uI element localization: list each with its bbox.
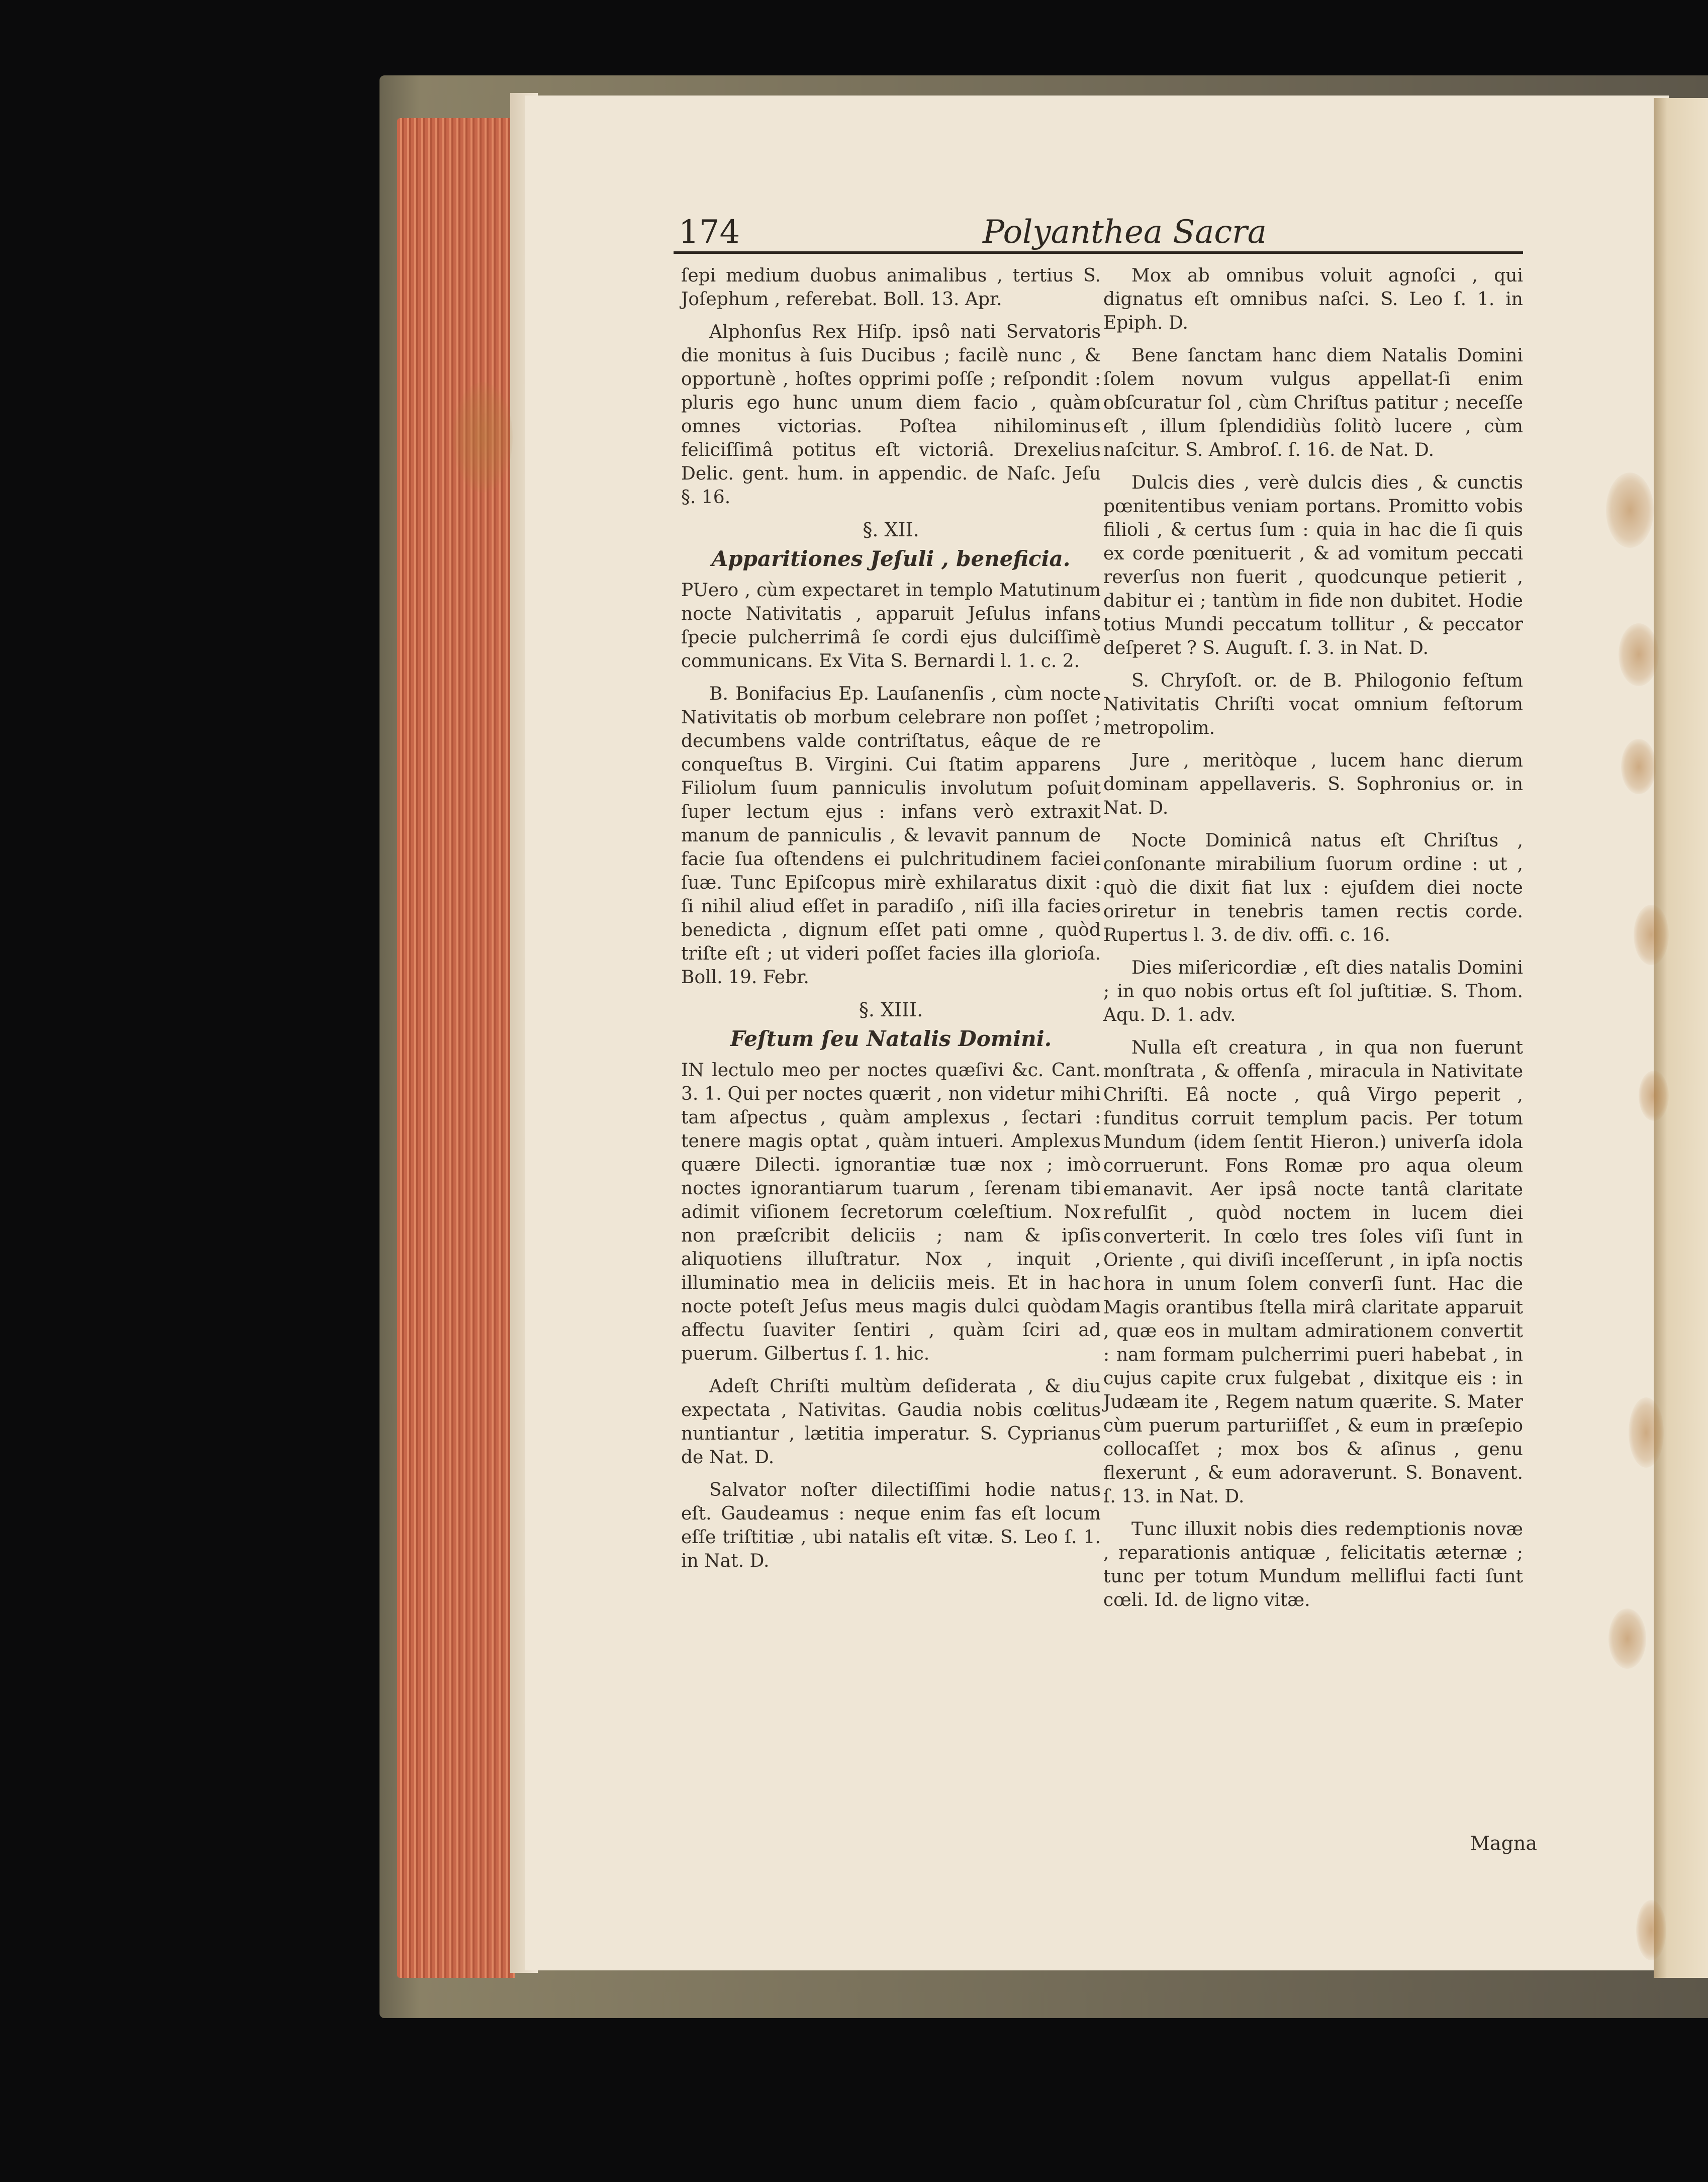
- paragraph: Nocte Dominicâ natus eſt Chriſtus , conſonante mirabilium ſuorum ordine : ut , quò die dixit fiat lux : ejuſdem diei nocte oriretur in tenebris tamen rectis corde. Rupertus l. 3. de div. offi. c. 16.: [1103, 830, 1523, 945]
- paragraph: Alphonſus Rex Hiſp. ipsô nati Servatoris die monitus à ſuis Ducibus ; facilè nunc , & opportunè , hoſtes opprimi poſſe ; reſpondit : pluris ego hunc unum diem facio , quàm omnes victorias. Poſtea nihilominus feliciſſimâ potitus eſt victoriâ. Drexelius Delic. gent. hum. in appendic. de Naſc. Jeſu §. 16.: [681, 322, 1101, 508]
- foxing-stain: [1608, 1608, 1646, 1669]
- paragraph: PUero , cùm expectaret in templo Matutinum nocte Nativitatis , apparuit Jeſulus infans ſpecie pulcherrimâ ſe cordi ejus dulciſſimè communicans. Ex Vita S. Bernardi l. 1. c. 2.: [681, 580, 1101, 672]
- page-number: 174: [679, 214, 740, 251]
- foxing-stain: [1606, 472, 1654, 548]
- facing-page-edge: [1654, 98, 1708, 1978]
- running-title: Polyanthea Sacra: [983, 214, 1267, 251]
- paragraph: Dies miſericordiæ , eſt dies natalis Domini ; in quo nobis ortus eſt ſol juſtitiæ. S. Thom. Aqu. D. 1. adv.: [1103, 958, 1523, 1025]
- paragraph: IN lectulo meo per noctes quæſivi &c. Cant. 3. 1. Qui per noctes quærit , non videtur mihi tam aſpectus , quàm amplexus , ſectari : tenere magis optat , quàm intueri. Amplexus quære Dilecti. ignorantiæ tuæ nox ; imò noctes ignorantiarum tuarum , ſerenam tibi adimit viſionem ſecretorum cœleſtium. Nox non præſcribit deliciis ; nam & ipſis aliquotiens illuſtratur. Nox , inquit , illuminatio mea in deliciis meis. Et in hac nocte poteſt Jeſus meus magis dulci quòdam affectu ſuaviter ſentiri , quàm ſciri ad puerum. Gilbertus ſ. 1. hic.: [681, 1060, 1101, 1364]
- paragraph: Mox ab omnibus voluit agnoſci , qui dignatus eſt omnibus naſci. S. Leo ſ. 1. in Epiph. D.: [1103, 265, 1523, 333]
- paragraph: S. Chryſoſt. or. de B. Philogonio feſtum Nativitatis Chriſti vocat omnium feſtorum metropolim.: [1103, 671, 1523, 738]
- paragraph: ſepi medium duobus animalibus , tertius S. Joſephum , referebat. Boll. 13. Apr.: [681, 265, 1101, 310]
- right-column: [1103, 264, 1523, 1621]
- foxing-stain: [1629, 1397, 1664, 1468]
- section-title: Feſtum ſeu Natalis Domini.: [730, 1026, 1052, 1051]
- left-column: [681, 264, 1101, 1582]
- paragraph: Tunc illuxit nobis dies redemptionis novæ , reparationis antiquæ , felicitatis æternæ ; tunc per totum Mundum melliflui facti ſunt cœli. Id. de ligno vitæ.: [1103, 1519, 1523, 1610]
- paragraph: Nulla eſt creatura , in qua non fuerunt monſtrata , & offenſa , miracula in Nativitate Chriſti. Eâ nocte , quâ Virgo peperit , funditus corruit templum pacis. Per totum Mundum (idem ſentit Hieron.) univerſa idola corruerunt. Fons Romæ pro aqua oleum emanavit. Aer ipsâ nocte tantâ claritate refulſit , quòd noctem in lucem diei converterit. In cœlo tres ſoles viſi ſunt in Oriente , qui diviſi inceſſerunt , in ipſa noctis hora in unum ſolem converſi ſunt. Hac die Magis orantibus ſtella mirâ claritate apparuit , quæ eos in multam admirationem convertit : nam formam pulcherrimi pueri habebat , in cujus capite crux fulgebat , dixitque eis : in Judæam ite , Regem natum quærite. S. Mater cùm puerum parturiiſſet , & eum in præſepio collocaſſet ; mox bos & aſinus , genu flexerunt , & eum adoraverunt. S. Bonavent. ſ. 13. in Nat. D.: [1103, 1037, 1523, 1507]
- header-rule: [674, 251, 1523, 254]
- paragraph: Salvator noſter dilectiſſimi hodie natus eſt. Gaudeamus : neque enim fas eſt locum eſſe triſtitiæ , ubi natalis eſt vitæ. S. Leo ſ. 1. in Nat. D.: [681, 1480, 1101, 1571]
- foxing-stain: [452, 382, 513, 493]
- paragraph: Jure , meritòque , lucem hanc dierum dominam appellaveris. S. Sophronius or. in Nat. D.: [1103, 750, 1523, 818]
- foxing-stain: [1639, 1071, 1669, 1121]
- section-title: Apparitiones Jeſuli , beneficia.: [711, 546, 1071, 571]
- section-number: §. XIII.: [859, 999, 923, 1021]
- foxing-stain: [1636, 1900, 1666, 1960]
- section-number: §. XII.: [863, 519, 919, 541]
- paragraph: B. Bonifacius Ep. Lauſanenſis , cùm nocte Nativitatis ob morbum celebrare non poſſet ; decumbens valde contriſtatus, eâque de re conqueſtus B. Virgini. Cui ſtatim apparens Filiolum ſuum panniculis involutum poſuit ſuper lectum ejus : infans verò extraxit manum de panniculis , & levavit pannum de facie ſua oſtendens ei pulchritudinem faciei ſuæ. Tunc Epiſcopus mirè exhilaratus dixit : ſi nihil aliud eſſet in paradiſo , niſi illa facies benedicta , dignum eſſet pati omne , quòd triſte eſt ; ut videri poſſet facies illa glorioſa. Boll. 19. Febr.: [681, 684, 1101, 988]
- catchword: Magna: [1470, 1832, 1538, 1854]
- foxing-stain: [1634, 905, 1669, 965]
- paragraph: Adeſt Chriſti multùm deſiderata , & diu expectata , Nativitas. Gaudia nobis cœlitus nuntiantur , lætitia imperatur. S. Cyprianus de Nat. D.: [681, 1376, 1101, 1468]
- paragraph: Dulcis dies , verè dulcis dies , & cunctis pœnitentibus veniam portans. Promitto vobis filioli , & certus ſum : quia in hac die ſi quis ex corde pœnituerit , & ad vomitum peccati reverſus non fuerit , quodcunque petierit , dabitur ei ; tantùm in fide non dubitet. Hodie totius Mundi peccatum tollitur , & peccator deſperet ? S. Auguſt. ſ. 3. in Nat. D.: [1103, 472, 1523, 658]
- foxing-stain: [1621, 739, 1656, 794]
- foxing-stain: [1619, 623, 1659, 686]
- paragraph: Bene ſanctam hanc diem Natalis Domini ſolem novum vulgus appellat-ſi enim obſcuratur ſol , cùm Chriſtus patitur ; neceſſe eſt , illum ſplendidiùs ſolitò lucere , cùm naſcitur. S. Ambroſ. ſ. 16. de Nat. D.: [1103, 345, 1523, 460]
